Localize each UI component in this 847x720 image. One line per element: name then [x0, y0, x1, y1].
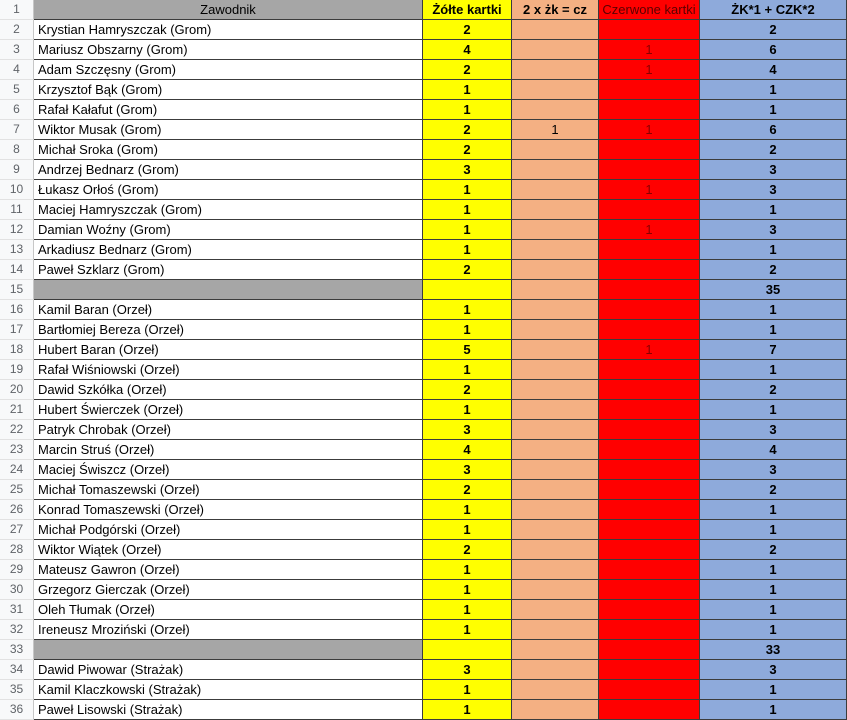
cell-red-cards[interactable]: [599, 560, 700, 580]
table-row: [0, 700, 847, 720]
cell-two-yellow[interactable]: [512, 240, 599, 260]
cell-red-cards[interactable]: [599, 520, 700, 540]
cell-yellow-cards[interactable]: 1: [423, 700, 512, 720]
cell-red-cards[interactable]: [599, 640, 700, 660]
cell-total[interactable]: 2: [700, 480, 847, 500]
row-number[interactable]: 16: [0, 300, 34, 320]
cell-yellow-cards[interactable]: 1: [423, 300, 512, 320]
cell-two-yellow[interactable]: [512, 260, 599, 280]
table-row: [0, 160, 847, 180]
cell-yellow-cards[interactable]: 1: [423, 400, 512, 420]
cell-total[interactable]: 7: [700, 340, 847, 360]
cell-red-cards[interactable]: [599, 80, 700, 100]
table-row: [0, 220, 847, 240]
cell-total[interactable]: 3: [700, 460, 847, 480]
cell-total[interactable]: 1: [700, 580, 847, 600]
cell-total[interactable]: 1: [700, 80, 847, 100]
row-number[interactable]: 26: [0, 500, 34, 520]
cell-two-yellow[interactable]: 1: [512, 120, 599, 140]
cell-player-name[interactable]: Rafał Wiśniowski (Orzeł): [34, 360, 423, 380]
cell-total[interactable]: 2: [700, 540, 847, 560]
cell-yellow-cards[interactable]: 1: [423, 240, 512, 260]
cell-yellow-cards[interactable]: 4: [423, 440, 512, 460]
cell-player-name[interactable]: Patryk Chrobak (Orzeł): [34, 420, 423, 440]
cell-player-name[interactable]: Maciej Świszcz (Orzeł): [34, 460, 423, 480]
cell-two-yellow[interactable]: [512, 440, 599, 460]
cell-player-name[interactable]: Hubert Baran (Orzeł): [34, 340, 423, 360]
cell-yellow-cards[interactable]: 3: [423, 420, 512, 440]
table-row: [0, 460, 847, 480]
cell-yellow-cards[interactable]: 1: [423, 100, 512, 120]
cell-player-name[interactable]: Marcin Struś (Orzeł): [34, 440, 423, 460]
cell-red-cards[interactable]: [599, 160, 700, 180]
row-number[interactable]: 34: [0, 660, 34, 680]
cell-two-yellow[interactable]: [512, 140, 599, 160]
cell-yellow-cards[interactable]: 3: [423, 160, 512, 180]
cell-two-yellow[interactable]: [512, 220, 599, 240]
cell-player-name[interactable]: Wiktor Musak (Grom): [34, 120, 423, 140]
cell-two-yellow[interactable]: [512, 680, 599, 700]
cell-total[interactable]: 1: [700, 360, 847, 380]
row-number[interactable]: 36: [0, 700, 34, 720]
cell-player-name[interactable]: Ireneusz Mroziński (Orzeł): [34, 620, 423, 640]
cell-red-cards[interactable]: [599, 420, 700, 440]
cell-total[interactable]: 4: [700, 440, 847, 460]
row-number[interactable]: 33: [0, 640, 34, 660]
cell-yellow-cards[interactable]: 1: [423, 80, 512, 100]
cell-red-cards[interactable]: 1: [599, 220, 700, 240]
row-number[interactable]: 23: [0, 440, 34, 460]
cell-yellow-cards[interactable]: 1: [423, 600, 512, 620]
cell-red-cards[interactable]: [599, 580, 700, 600]
cell-two-yellow[interactable]: [512, 660, 599, 680]
header-cell-yellow-cards[interactable]: Żółte kartki: [423, 0, 512, 20]
cell-yellow-cards[interactable]: 2: [423, 260, 512, 280]
cell-yellow-cards[interactable]: 2: [423, 540, 512, 560]
row-number[interactable]: 27: [0, 520, 34, 540]
cell-two-yellow[interactable]: [512, 600, 599, 620]
cell-player-name[interactable]: Adam Szczęsny (Grom): [34, 60, 423, 80]
row-number[interactable]: 29: [0, 560, 34, 580]
cell-red-cards[interactable]: 1: [599, 340, 700, 360]
cell-two-yellow[interactable]: [512, 620, 599, 640]
cell-player-name[interactable]: Mariusz Obszarny (Grom): [34, 40, 423, 60]
cell-player-name[interactable]: Wiktor Wiątek (Orzeł): [34, 540, 423, 560]
cell-total[interactable]: 2: [700, 380, 847, 400]
row-number[interactable]: 6: [0, 100, 34, 120]
table-row: [0, 340, 847, 360]
cell-player-name[interactable]: Kamil Klaczkowski (Strażak): [34, 680, 423, 700]
row-number[interactable]: 21: [0, 400, 34, 420]
cell-yellow-cards[interactable]: 1: [423, 360, 512, 380]
cell-two-yellow[interactable]: [512, 200, 599, 220]
row-number[interactable]: 12: [0, 220, 34, 240]
cell-player-name[interactable]: Bartłomiej Bereza (Orzeł): [34, 320, 423, 340]
cell-red-cards[interactable]: [599, 680, 700, 700]
cell-total[interactable]: 1: [700, 320, 847, 340]
table-row: [0, 640, 847, 660]
cell-player-name[interactable]: Łukasz Orłoś (Grom): [34, 180, 423, 200]
row-number[interactable]: 17: [0, 320, 34, 340]
cell-red-cards[interactable]: [599, 280, 700, 300]
table-row: [0, 600, 847, 620]
table-row: [0, 380, 847, 400]
cell-total[interactable]: 1: [700, 600, 847, 620]
cell-total[interactable]: 1: [700, 620, 847, 640]
cell-yellow-cards[interactable]: 4: [423, 40, 512, 60]
cell-total[interactable]: 2: [700, 140, 847, 160]
cell-red-cards[interactable]: [599, 500, 700, 520]
table-row: [0, 520, 847, 540]
table-row: [0, 80, 847, 100]
cell-two-yellow[interactable]: [512, 340, 599, 360]
cell-player-name[interactable]: Rafał Kałafut (Grom): [34, 100, 423, 120]
cell-red-cards[interactable]: [599, 620, 700, 640]
cell-total[interactable]: 4: [700, 60, 847, 80]
row-number[interactable]: 31: [0, 600, 34, 620]
cell-two-yellow[interactable]: [512, 300, 599, 320]
cell-two-yellow[interactable]: [512, 100, 599, 120]
cell-player-name[interactable]: Michał Tomaszewski (Orzeł): [34, 480, 423, 500]
row-number[interactable]: 19: [0, 360, 34, 380]
cell-red-cards[interactable]: [599, 460, 700, 480]
cell-yellow-cards[interactable]: 1: [423, 520, 512, 540]
cell-yellow-cards[interactable]: 3: [423, 660, 512, 680]
cell-total[interactable]: 3: [700, 160, 847, 180]
cell-total[interactable]: 33: [700, 640, 847, 660]
cell-red-cards[interactable]: [599, 660, 700, 680]
cell-two-yellow[interactable]: [512, 60, 599, 80]
table-row: [0, 120, 847, 140]
cell-yellow-cards[interactable]: 2: [423, 60, 512, 80]
cell-yellow-cards[interactable]: 3: [423, 460, 512, 480]
table-row: [0, 260, 847, 280]
cell-red-cards[interactable]: 1: [599, 180, 700, 200]
cell-red-cards[interactable]: [599, 240, 700, 260]
table-row: [0, 500, 847, 520]
cell-red-cards[interactable]: [599, 260, 700, 280]
cell-player-name[interactable]: Oleh Tłumak (Orzeł): [34, 600, 423, 620]
cell-red-cards[interactable]: [599, 20, 700, 40]
cell-red-cards[interactable]: [599, 700, 700, 720]
table-row: [0, 620, 847, 640]
table-row: [0, 400, 847, 420]
table-row: [0, 540, 847, 560]
row-number[interactable]: 20: [0, 380, 34, 400]
table-row: [0, 140, 847, 160]
cell-yellow-cards[interactable]: 2: [423, 480, 512, 500]
cell-player-name[interactable]: Michał Sroka (Grom): [34, 140, 423, 160]
cell-total[interactable]: 6: [700, 40, 847, 60]
cell-two-yellow[interactable]: [512, 280, 599, 300]
cell-total[interactable]: 1: [700, 520, 847, 540]
cell-yellow-cards[interactable]: 2: [423, 380, 512, 400]
cell-two-yellow[interactable]: [512, 160, 599, 180]
row-number[interactable]: 14: [0, 260, 34, 280]
cell-yellow-cards[interactable]: 1: [423, 580, 512, 600]
table-row: [0, 240, 847, 260]
cell-player-name[interactable]: Andrzej Bednarz (Grom): [34, 160, 423, 180]
cell-red-cards[interactable]: [599, 400, 700, 420]
header-cell-name[interactable]: Zawodnik: [34, 0, 423, 20]
cell-total[interactable]: 1: [700, 560, 847, 580]
table-row: [0, 580, 847, 600]
row-number[interactable]: 35: [0, 680, 34, 700]
table-row: [0, 300, 847, 320]
row-number[interactable]: 15: [0, 280, 34, 300]
cell-two-yellow[interactable]: [512, 380, 599, 400]
cell-yellow-cards[interactable]: 1: [423, 200, 512, 220]
cell-player-name[interactable]: Maciej Hamryszczak (Grom): [34, 200, 423, 220]
header-cell-total[interactable]: ŻK*1 + CZK*2: [700, 0, 847, 20]
table-row: [0, 180, 847, 200]
cell-player-name[interactable]: Konrad Tomaszewski (Orzeł): [34, 500, 423, 520]
header-cell-two-yellow[interactable]: 2 x żk = cz: [512, 0, 599, 20]
cell-red-cards[interactable]: [599, 380, 700, 400]
cell-red-cards[interactable]: [599, 600, 700, 620]
cell-total[interactable]: 1: [700, 240, 847, 260]
cell-player-name[interactable]: Grzegorz Gierczak (Orzeł): [34, 580, 423, 600]
row-number[interactable]: 9: [0, 160, 34, 180]
cell-total[interactable]: 1: [700, 100, 847, 120]
table-row: [0, 660, 847, 680]
cell-two-yellow[interactable]: [512, 520, 599, 540]
cell-player-name[interactable]: Damian Woźny (Grom): [34, 220, 423, 240]
cell-two-yellow[interactable]: [512, 320, 599, 340]
cell-two-yellow[interactable]: [512, 460, 599, 480]
cell-yellow-cards[interactable]: [423, 280, 512, 300]
row-number[interactable]: 5: [0, 80, 34, 100]
table-row: [0, 420, 847, 440]
table-row: [0, 560, 847, 580]
cell-two-yellow[interactable]: [512, 700, 599, 720]
cell-player-name[interactable]: Mateusz Gawron (Orzeł): [34, 560, 423, 580]
header-cell-red-cards[interactable]: Czerwone kartki: [599, 0, 700, 20]
cell-red-cards[interactable]: [599, 300, 700, 320]
cell-yellow-cards[interactable]: 1: [423, 500, 512, 520]
row-number[interactable]: 11: [0, 200, 34, 220]
cell-player-name[interactable]: Kamil Baran (Orzeł): [34, 300, 423, 320]
cell-two-yellow[interactable]: [512, 640, 599, 660]
cell-player-name[interactable]: Dawid Piwowar (Strażak): [34, 660, 423, 680]
cell-yellow-cards[interactable]: 1: [423, 220, 512, 240]
row-number[interactable]: 3: [0, 40, 34, 60]
table-row: [0, 280, 847, 300]
row-number[interactable]: 18: [0, 340, 34, 360]
cell-yellow-cards[interactable]: 2: [423, 120, 512, 140]
cell-red-cards[interactable]: [599, 140, 700, 160]
cell-total[interactable]: 3: [700, 220, 847, 240]
cell-total[interactable]: 3: [700, 420, 847, 440]
table-row: [0, 360, 847, 380]
cell-yellow-cards[interactable]: 2: [423, 20, 512, 40]
cell-yellow-cards[interactable]: [423, 640, 512, 660]
cell-two-yellow[interactable]: [512, 400, 599, 420]
row-number[interactable]: 8: [0, 140, 34, 160]
row-number[interactable]: 2: [0, 20, 34, 40]
cell-two-yellow[interactable]: [512, 420, 599, 440]
table-row: [0, 200, 847, 220]
cell-two-yellow[interactable]: [512, 580, 599, 600]
cell-two-yellow[interactable]: [512, 480, 599, 500]
cell-yellow-cards[interactable]: 1: [423, 560, 512, 580]
cell-yellow-cards[interactable]: 2: [423, 140, 512, 160]
cell-two-yellow[interactable]: [512, 40, 599, 60]
cell-player-name[interactable]: Paweł Lisowski (Strażak): [34, 700, 423, 720]
row-number[interactable]: 10: [0, 180, 34, 200]
cell-red-cards[interactable]: [599, 480, 700, 500]
table-row: [0, 20, 847, 40]
cell-player-name[interactable]: [34, 280, 423, 300]
cell-yellow-cards[interactable]: 1: [423, 680, 512, 700]
cell-total[interactable]: 3: [700, 180, 847, 200]
cell-total[interactable]: 1: [700, 300, 847, 320]
cell-red-cards[interactable]: [599, 440, 700, 460]
cell-yellow-cards[interactable]: 1: [423, 320, 512, 340]
row-number[interactable]: 22: [0, 420, 34, 440]
row-number[interactable]: 13: [0, 240, 34, 260]
row-number[interactable]: 1: [0, 0, 34, 20]
cell-red-cards[interactable]: 1: [599, 40, 700, 60]
cell-total[interactable]: 1: [700, 400, 847, 420]
cell-two-yellow[interactable]: [512, 20, 599, 40]
cell-player-name[interactable]: Michał Podgórski (Orzeł): [34, 520, 423, 540]
cell-yellow-cards[interactable]: 1: [423, 180, 512, 200]
cell-player-name[interactable]: Hubert Świerczek (Orzeł): [34, 400, 423, 420]
cell-total[interactable]: 1: [700, 500, 847, 520]
cell-player-name[interactable]: Arkadiusz Bednarz (Grom): [34, 240, 423, 260]
table-row: [0, 100, 847, 120]
cell-yellow-cards[interactable]: 1: [423, 620, 512, 640]
cell-total[interactable]: 3: [700, 660, 847, 680]
row-number[interactable]: 7: [0, 120, 34, 140]
cell-two-yellow[interactable]: [512, 180, 599, 200]
cell-red-cards[interactable]: 1: [599, 60, 700, 80]
table-row: [0, 60, 847, 80]
table-row: [0, 440, 847, 460]
cell-player-name[interactable]: Dawid Szkółka (Orzeł): [34, 380, 423, 400]
cell-player-name[interactable]: Krystian Hamryszczak (Grom): [34, 20, 423, 40]
table-row: [0, 320, 847, 340]
cell-two-yellow[interactable]: [512, 360, 599, 380]
row-number[interactable]: 25: [0, 480, 34, 500]
row-number[interactable]: 32: [0, 620, 34, 640]
cell-two-yellow[interactable]: [512, 500, 599, 520]
row-number[interactable]: 30: [0, 580, 34, 600]
cell-red-cards[interactable]: [599, 100, 700, 120]
cell-red-cards[interactable]: [599, 540, 700, 560]
row-number[interactable]: 4: [0, 60, 34, 80]
cell-red-cards[interactable]: [599, 200, 700, 220]
cell-red-cards[interactable]: [599, 360, 700, 380]
cell-player-name[interactable]: Krzysztof Bąk (Grom): [34, 80, 423, 100]
cell-red-cards[interactable]: 1: [599, 120, 700, 140]
cell-total[interactable]: 35: [700, 280, 847, 300]
cell-total[interactable]: 1: [700, 700, 847, 720]
cell-total[interactable]: 6: [700, 120, 847, 140]
cell-total[interactable]: 2: [700, 260, 847, 280]
table-row: [0, 40, 847, 60]
row-number[interactable]: 28: [0, 540, 34, 560]
cell-total[interactable]: 1: [700, 680, 847, 700]
cell-total[interactable]: 2: [700, 20, 847, 40]
cell-two-yellow[interactable]: [512, 560, 599, 580]
cell-player-name[interactable]: [34, 640, 423, 660]
cell-two-yellow[interactable]: [512, 80, 599, 100]
row-number[interactable]: 24: [0, 460, 34, 480]
cell-player-name[interactable]: Paweł Szklarz (Grom): [34, 260, 423, 280]
cell-yellow-cards[interactable]: 5: [423, 340, 512, 360]
cell-red-cards[interactable]: [599, 320, 700, 340]
header-row: [0, 0, 847, 20]
cell-total[interactable]: 1: [700, 200, 847, 220]
cell-two-yellow[interactable]: [512, 540, 599, 560]
table-row: [0, 480, 847, 500]
table-row: [0, 680, 847, 700]
